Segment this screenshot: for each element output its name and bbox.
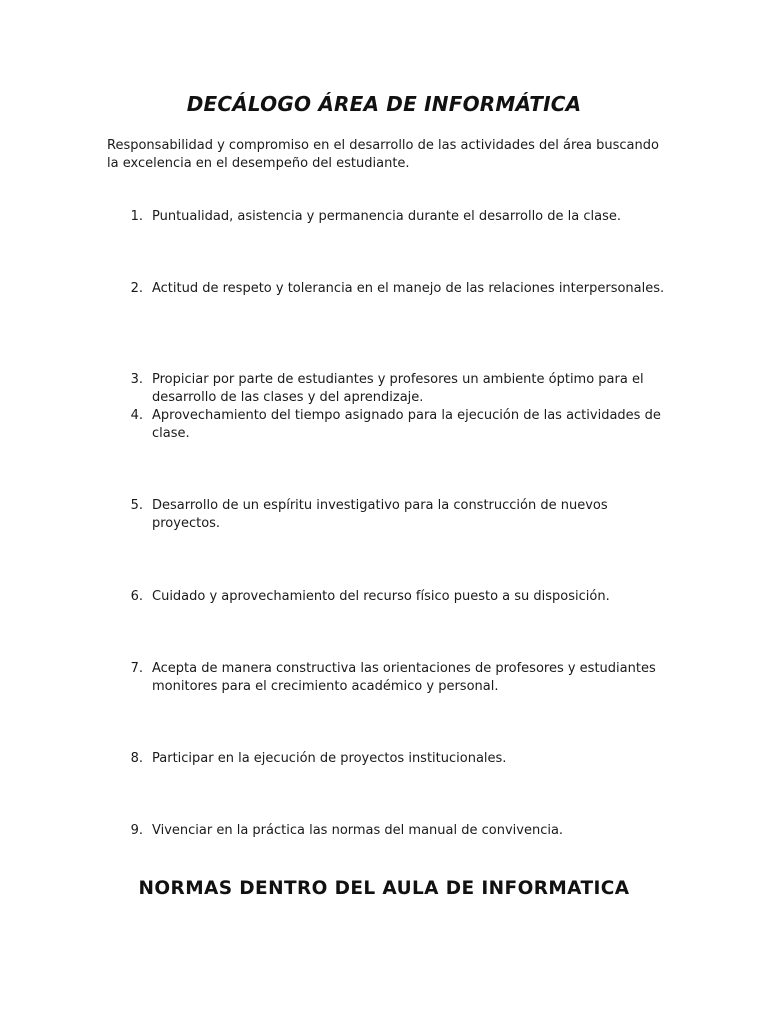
list-item-text: Participar en la ejecución de proyectos institucionales. — [152, 751, 507, 766]
list-item — [107, 822, 677, 840]
list-item-number: 7. — [130, 661, 143, 676]
list-item-text: Acepta de manera constructiva las orientaciones de profesores y estudiantes monitores para el crecimiento académico y personal. — [152, 661, 656, 694]
list-item-number: 3. — [130, 372, 143, 387]
list-item — [107, 750, 677, 768]
intro-paragraph: Responsabilidad y compromiso en el desarrollo de las actividades del área buscando la excelencia en el desempeño del estudiante. — [107, 138, 659, 171]
list-item — [107, 208, 677, 226]
list-item-text: Vivenciar en la práctica las normas del manual de convivencia. — [152, 823, 564, 838]
list-item-number: 5. — [130, 498, 143, 513]
list-item-text: Desarrollo de un espíritu investigativo para la construcción de nuevos proyectos. — [152, 498, 608, 531]
page-title: DECÁLOGO ÁREA DE INFORMÁTICA — [186, 92, 582, 116]
list-item-text: Actitud de respeto y tolerancia en el manejo de las relaciones interpersonales. — [152, 281, 665, 296]
list-item-number: 8. — [130, 751, 143, 766]
section-heading: NORMAS DENTRO DEL AULA DE INFORMATICA — [138, 878, 630, 899]
list-item-number: 9. — [130, 823, 143, 838]
list-item-number: 4. — [130, 408, 143, 423]
list-item — [107, 371, 677, 407]
list-item-number: 1. — [130, 209, 143, 224]
list-item-text: Cuidado y aprovechamiento del recurso físico puesto a su disposición. — [152, 589, 610, 604]
list-item-text: Propiciar por parte de estudiantes y profesores un ambiente óptimo para el desarrollo de las clases y del aprendizaje. — [152, 372, 644, 405]
list-item — [107, 407, 677, 443]
list-item-text: Aprovechamiento del tiempo asignado para la ejecución de las actividades de clase. — [152, 408, 661, 441]
list-item — [107, 588, 677, 606]
list-item-text: Puntualidad, asistencia y permanencia durante el desarrollo de la clase. — [152, 209, 621, 224]
list-item-number: 6. — [130, 589, 143, 604]
list-item — [107, 660, 677, 696]
list-item-number: 2. — [130, 281, 143, 296]
list-item — [107, 280, 677, 298]
list-item — [107, 497, 677, 533]
